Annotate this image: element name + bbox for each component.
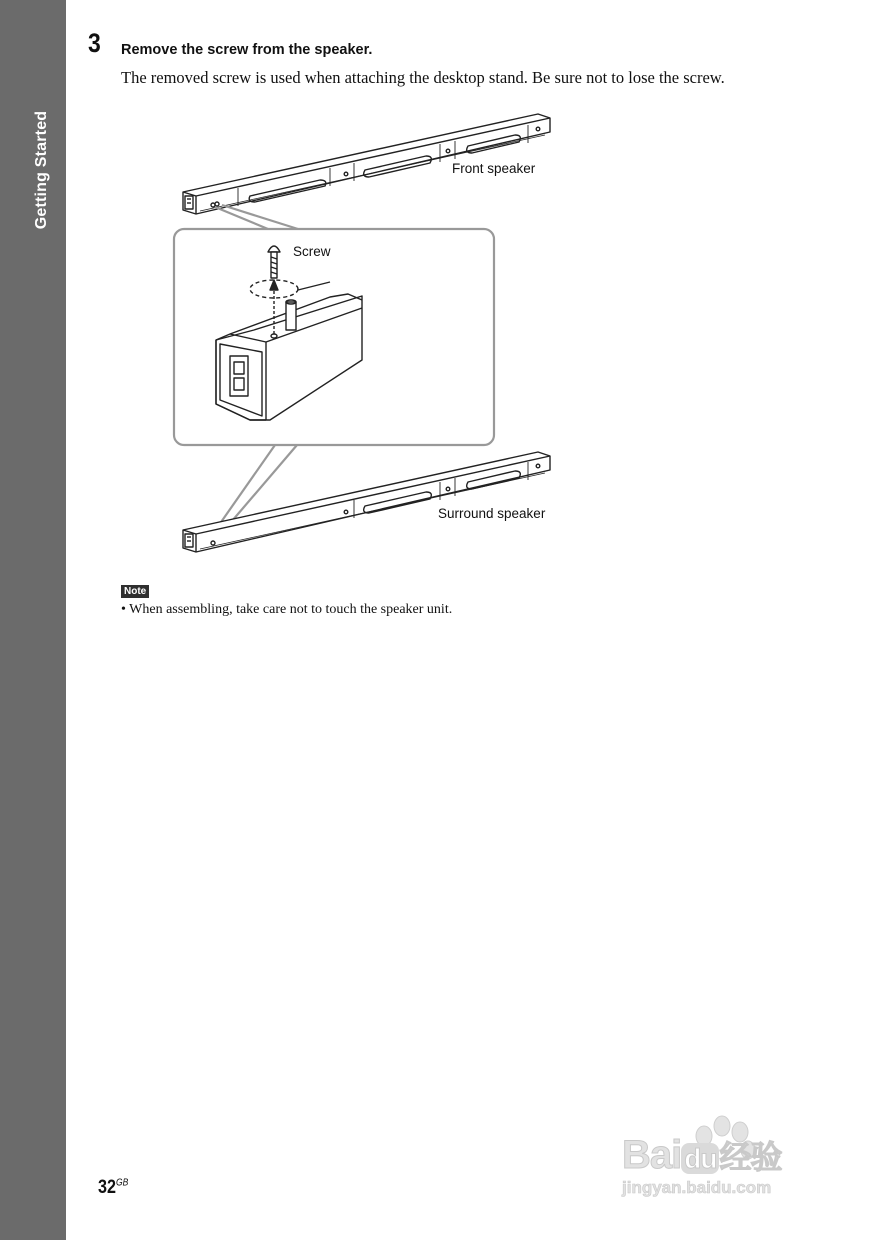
- surround-speaker-label: Surround speaker: [438, 506, 546, 521]
- step-body: The removed screw is used when attaching the desktop stand. Be sure not to lose the screw.: [121, 68, 725, 87]
- page-number-value: 32: [98, 1177, 116, 1198]
- section-label: Getting Started: [33, 110, 50, 230]
- note-badge: Note: [121, 585, 149, 598]
- surround-speaker-bar: [183, 452, 550, 552]
- note-text: • When assembling, take care not to touch the speaker unit.: [121, 602, 453, 617]
- watermark-brand: Bai du经验: [622, 1133, 782, 1177]
- step-title: Remove the screw from the speaker.: [121, 42, 373, 58]
- screw-label: Screw: [293, 244, 331, 259]
- front-speaker-label: Front speaker: [452, 161, 536, 176]
- page-number: [98, 1177, 128, 1199]
- page-number-suffix: GB: [115, 1177, 129, 1189]
- watermark-url: jingyan.baidu.com: [622, 1178, 772, 1197]
- watermark: [612, 1108, 832, 1208]
- step-number: 3: [88, 28, 101, 58]
